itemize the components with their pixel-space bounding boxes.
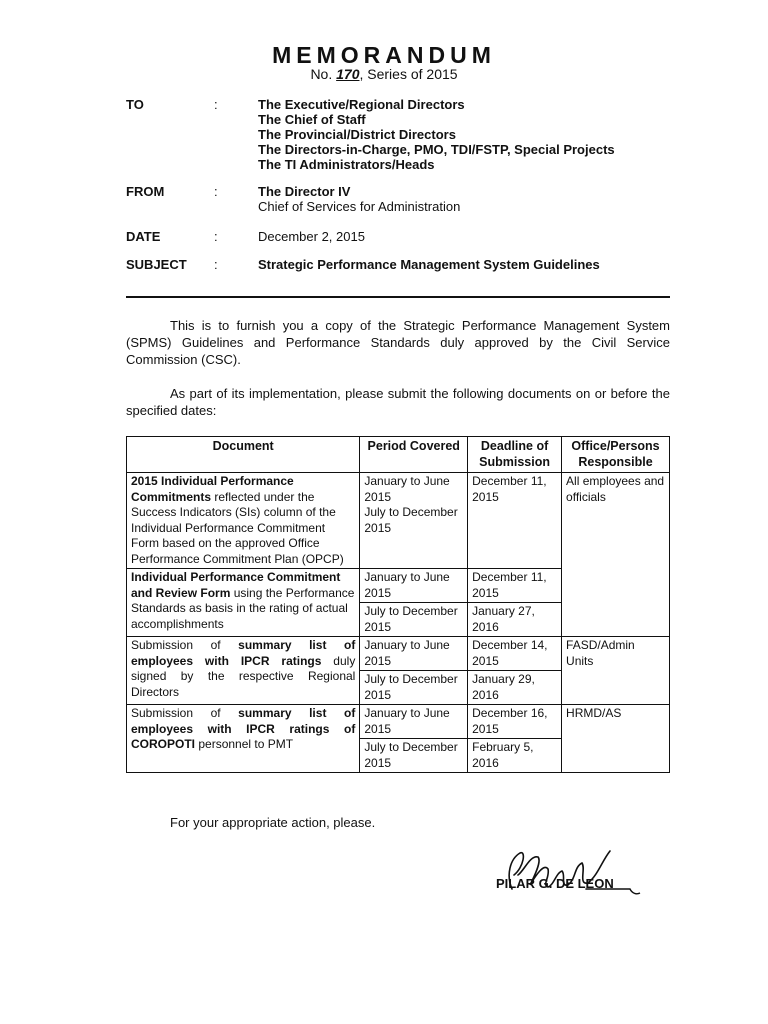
document-description: duly signed by the respective Regional Directors (131, 653, 356, 699)
to-label: TO (126, 97, 144, 112)
deadline-cell: December 16, 2015 (468, 705, 562, 739)
document-title: summary list of employees with IPCR ratings (131, 638, 356, 668)
period-second-half: July to December 2015 (364, 505, 458, 535)
deadline-cell: December 11, 2015 (468, 473, 562, 569)
period-cell: July to December 2015 (360, 671, 468, 705)
from-office: Chief of Services for Administration (258, 199, 461, 214)
implementation-paragraph: As part of its implementation, please submit the following documents on or before the specified dates: (126, 386, 670, 418)
period-cell: January to June 2015 (360, 569, 468, 603)
office-cell: HRMD/AS (562, 705, 670, 773)
closing-line: For your appropriate action, please. (170, 815, 376, 830)
subject-colon: : (214, 257, 218, 272)
memo-series: , Series of 2015 (359, 66, 458, 82)
document-cell (127, 569, 360, 637)
deadline-cell: January 27, 2016 (468, 603, 562, 637)
document-description: reflected under the Success Indicators (SIs) column of the Individual Performance Commitment Form based on the approved Office Performance Commitment Plan (OPCP) (131, 489, 344, 566)
column-header-deadline: Deadline of Submission (468, 437, 562, 473)
signature-block (490, 845, 650, 905)
subject-value: Strategic Performance Management System Guidelines (258, 257, 600, 272)
deadline-cell: February 5, 2016 (468, 739, 562, 773)
to-line: The TI Administrators/Heads (258, 157, 435, 172)
document-prefix: Submission of (131, 638, 239, 652)
column-header-document: Document (127, 437, 360, 473)
period-cell: January to June 2015 (360, 637, 468, 671)
signatory-name: PILAR G. DE LEON (496, 876, 614, 891)
document-title: summary list of employees with IPCR ratings of COROPOTI (131, 706, 356, 751)
from-title: The Director IV (258, 184, 351, 199)
office-cell: FASD/Admin Units (562, 637, 670, 705)
document-cell (127, 705, 360, 773)
to-recipients (258, 97, 615, 172)
column-header-period: Period Covered (360, 437, 468, 473)
to-line: The Directors-in-Charge, PMO, TDI/FSTP, Special Projects (258, 142, 615, 157)
document-description: personnel to PMT (195, 737, 294, 751)
column-header-office: Office/Persons Responsible (562, 437, 670, 473)
to-line: The Provincial/District Directors (258, 127, 456, 142)
date-value: December 2, 2015 (258, 229, 365, 244)
memo-no-prefix: No. (310, 66, 333, 82)
table-row (127, 637, 670, 671)
intro-paragraph: This is to furnish you a copy of the Strategic Performance Management System (SPMS) Guidelines and Performance Standards duly approved by the Civil Service Commission (CSC). (126, 318, 670, 367)
document-prefix: Submission of (131, 706, 239, 720)
handwritten-signature (490, 845, 650, 905)
from-label: FROM (126, 184, 165, 199)
office-cell: All employees and officials (562, 473, 670, 637)
from-sender (258, 184, 460, 214)
table-row (127, 473, 670, 569)
document-title: 2015 Individual Performance Commitments (131, 474, 294, 504)
document-description: using the Performance Standards as basis in the rating of actual accomplishments (131, 585, 355, 631)
table-row (127, 705, 670, 739)
memo-number-line (0, 66, 768, 82)
from-colon: : (214, 184, 218, 199)
period-cell: January to June 2015 (360, 705, 468, 739)
period-cell: July to December 2015 (360, 739, 468, 773)
deadline-cell: December 14, 2015 (468, 637, 562, 671)
period-first-half: January to June 2015 (364, 474, 450, 504)
memo-title: MEMORANDUM (272, 42, 496, 68)
to-line: The Chief of Staff (258, 112, 366, 127)
deadline-cell: December 11, 2015 (468, 569, 562, 603)
subject-label: SUBJECT (126, 257, 187, 272)
period-cell: July to December 2015 (360, 603, 468, 637)
memo-number: 170 (336, 66, 360, 82)
header-divider (126, 296, 670, 298)
period-cell (360, 473, 468, 569)
to-colon: : (214, 97, 218, 112)
document-cell (127, 473, 360, 569)
table-header-row (127, 437, 670, 473)
document-title: Individual Performance Commitment and Review Form (131, 570, 341, 600)
date-colon: : (214, 229, 218, 244)
document-cell (127, 637, 360, 705)
submission-table (126, 436, 670, 773)
to-line: The Executive/Regional Directors (258, 97, 465, 112)
deadline-cell: January 29, 2016 (468, 671, 562, 705)
date-label: DATE (126, 229, 161, 244)
